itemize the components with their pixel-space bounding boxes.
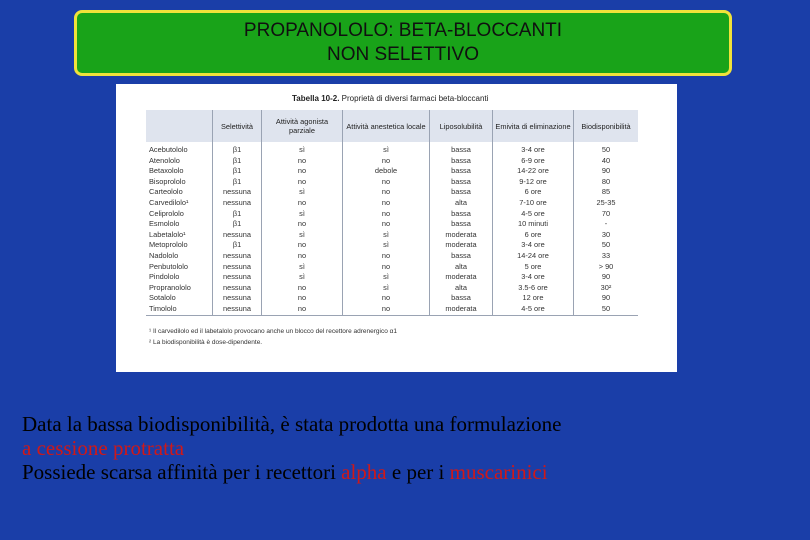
table-cell: β1 — [213, 219, 262, 230]
table-cell: no — [343, 219, 430, 230]
table-cell: 6 ore — [493, 230, 574, 241]
table-cell: 7-10 ore — [493, 198, 574, 209]
table-cell: Labetalolo¹ — [146, 230, 213, 241]
table-image-panel — [116, 84, 677, 372]
table-row — [146, 251, 638, 262]
table-cell: Pindololo — [146, 272, 213, 283]
table-row — [146, 166, 638, 177]
table-cell: 3.5-6 ore — [493, 283, 574, 294]
table-cell: bassa — [430, 177, 493, 188]
table-cell: sì — [343, 272, 430, 283]
table-cell: no — [262, 198, 343, 209]
table-cell: no — [343, 293, 430, 304]
slide-title-line1: PROPANOLOLO: BETA-BLOCCANTI — [243, 20, 563, 41]
table-cell: 85 — [601, 187, 611, 197]
table-cell: 6-9 ore — [493, 156, 574, 167]
table-row — [146, 142, 638, 156]
table-cell: sì — [343, 142, 430, 156]
table-cell: Carvedilolo¹ — [146, 198, 213, 209]
table-cell: 30² — [600, 282, 612, 292]
table-cell: Metoprololo — [146, 240, 213, 251]
table-cell: no — [343, 198, 430, 209]
table-cell: nessuna — [213, 230, 262, 241]
table-cell: no — [262, 177, 343, 188]
table-row — [146, 230, 638, 241]
table-cell: no — [262, 156, 343, 167]
table-cell: nessuna — [213, 198, 262, 209]
table-cell: no — [343, 177, 430, 188]
table-cell: sì — [262, 187, 343, 198]
table-row — [146, 262, 638, 273]
table-cell: 4-5 ore — [493, 209, 574, 220]
table-cell: no — [343, 187, 430, 198]
table-cell: 30 — [601, 229, 611, 239]
table-cell: 70 — [601, 208, 611, 218]
table-cell: no — [262, 240, 343, 251]
table-caption — [292, 94, 488, 103]
slide-title-box — [74, 10, 732, 76]
table-row — [146, 272, 638, 283]
muscarinic-highlight: muscarinici — [449, 460, 548, 484]
alpha-highlight: alpha — [341, 460, 387, 484]
table-cell: bassa — [430, 166, 493, 177]
table-row — [146, 304, 638, 315]
table-cell: no — [343, 251, 430, 262]
body-line-1: Data la bassa biodisponibilità, è stata prodotta una formulazione — [22, 412, 562, 436]
table-cell: Esmololo — [146, 219, 213, 230]
table-cell: β1 — [213, 156, 262, 167]
table-cell: 90 — [601, 293, 611, 303]
beta-blocker-table — [146, 110, 638, 316]
table-cell: no — [262, 219, 343, 230]
table-cell: 12 ore — [493, 293, 574, 304]
table-cell: moderata — [430, 272, 493, 283]
table-cell: 9-12 ore — [493, 177, 574, 188]
body-line-3-text: Possiede scarsa affinità per i recettori — [22, 460, 342, 484]
table-cell: sì — [343, 283, 430, 294]
table-cell: sì — [262, 272, 343, 283]
table-cell: sì — [343, 230, 430, 241]
table-cell: β1 — [213, 177, 262, 188]
table-cell: β1 — [213, 166, 262, 177]
table-cell: 3-4 ore — [493, 142, 574, 156]
table-cell: Sotalolo — [146, 293, 213, 304]
table-cell: 90 — [601, 272, 611, 282]
table-cell: no — [343, 262, 430, 273]
table-cell: alta — [430, 262, 493, 273]
table-row — [146, 198, 638, 209]
table-cell: β1 — [213, 209, 262, 220]
table-row — [146, 283, 638, 294]
table-cell: nessuna — [213, 283, 262, 294]
table-caption-text: Proprietà di diversi farmaci beta-bloccanti — [341, 94, 489, 103]
table-row — [146, 293, 638, 304]
table-cell: 4-5 ore — [493, 304, 574, 315]
body-line-2-highlight: a cessione protratta — [22, 436, 185, 460]
table-cell: 40 — [601, 155, 611, 165]
table-cell: 50 — [601, 145, 611, 154]
table-cell: 50 — [601, 240, 611, 250]
table-cell: Propranololo — [146, 283, 213, 294]
table-cell: no — [343, 209, 430, 220]
table-cell: 80 — [601, 176, 611, 186]
table-cell: β1 — [213, 240, 262, 251]
table-cell: moderata — [430, 230, 493, 241]
table-cell: no — [262, 251, 343, 262]
table-cell: moderata — [430, 240, 493, 251]
table-cell: bassa — [430, 293, 493, 304]
table-cell: nessuna — [213, 304, 262, 315]
table-footnote-2: ² La biodisponibilità è dose-dipendente. — [149, 339, 263, 346]
table-cell: sì — [262, 142, 343, 156]
slide-body-text — [22, 412, 802, 484]
table-row — [146, 219, 638, 230]
table-header-cell: Biodisponibilità — [581, 121, 631, 131]
table-footnote-1: ¹ Il carvedilolo ed il labetalolo provocano anche un blocco del recettore adrenergico α1 — [149, 328, 398, 335]
body-line-3 — [22, 460, 802, 484]
table-cell: 3-4 ore — [493, 272, 574, 283]
table-cell: Atenololo — [146, 156, 213, 167]
table-cell: bassa — [430, 219, 493, 230]
table-cell: no — [262, 304, 343, 315]
table-cell: sì — [343, 240, 430, 251]
table-cell: sì — [262, 209, 343, 220]
table-cell: no — [343, 304, 430, 315]
table-header-cell: Selettività — [213, 110, 262, 142]
table-cell: 14-24 ore — [493, 251, 574, 262]
table-cell: Nadololo — [146, 251, 213, 262]
table-cell: bassa — [430, 251, 493, 262]
table-cell: alta — [430, 198, 493, 209]
table-cell: Timololo — [146, 304, 213, 315]
table-header-cell: Attività agonista parziale — [262, 110, 343, 142]
table-cell: Acebutololo — [146, 142, 213, 156]
table-cell: Bisoprololo — [146, 177, 213, 188]
table-cell: - — [604, 219, 608, 229]
table-row — [146, 177, 638, 188]
table-body — [146, 142, 638, 315]
table-row — [146, 187, 638, 198]
table-cell: β1 — [213, 142, 262, 156]
table-row — [146, 240, 638, 251]
table-cell: 5 ore — [493, 262, 574, 273]
table-cell: alta — [430, 283, 493, 294]
table-cell: no — [262, 293, 343, 304]
table-cell: nessuna — [213, 272, 262, 283]
table-cell: 3-4 ore — [493, 240, 574, 251]
table-cell: bassa — [430, 156, 493, 167]
table-cell: debole — [343, 166, 430, 177]
table-cell: > 90 — [598, 261, 614, 271]
table-cell: Carteololo — [146, 187, 213, 198]
table-cell: 14-22 ore — [493, 166, 574, 177]
table-cell: moderata — [430, 304, 493, 315]
table-header-cell: Emivita di eliminazione — [493, 110, 574, 142]
table-cell: 10 minuti — [493, 219, 574, 230]
table-cell: bassa — [430, 187, 493, 198]
table-cell: nessuna — [213, 187, 262, 198]
table-row — [146, 209, 638, 220]
table-cell: bassa — [430, 142, 493, 156]
table-header-cell: Attività anestetica locale — [343, 110, 430, 142]
table-cell: Betaxololo — [146, 166, 213, 177]
table-cell: 6 ore — [493, 187, 574, 198]
table-caption-label: Tabella 10-2. — [292, 94, 340, 103]
table-cell: nessuna — [213, 293, 262, 304]
table-cell: Celiprololo — [146, 209, 213, 220]
table-header-row — [146, 110, 638, 142]
table-cell: Penbutololo — [146, 262, 213, 273]
table-cell: no — [262, 166, 343, 177]
table-cell: 90 — [601, 166, 611, 176]
table-cell: sì — [262, 262, 343, 273]
table-cell: bassa — [430, 209, 493, 220]
table-cell: 33 — [601, 250, 611, 260]
table-cell: no — [343, 156, 430, 167]
table-cell: sì — [262, 230, 343, 241]
table-row — [146, 156, 638, 167]
table-header-cell: Liposolubilità — [430, 110, 493, 142]
body-line-3-mid: e per i — [386, 460, 450, 484]
table-cell: nessuna — [213, 251, 262, 262]
table-cell: no — [262, 283, 343, 294]
table-cell: nessuna — [213, 262, 262, 273]
slide-title-line2: NON SELETTIVO — [326, 44, 480, 65]
table-header-cell — [146, 110, 213, 142]
table-cell: 25-35 — [596, 197, 616, 207]
table-cell: 50 — [574, 304, 639, 315]
